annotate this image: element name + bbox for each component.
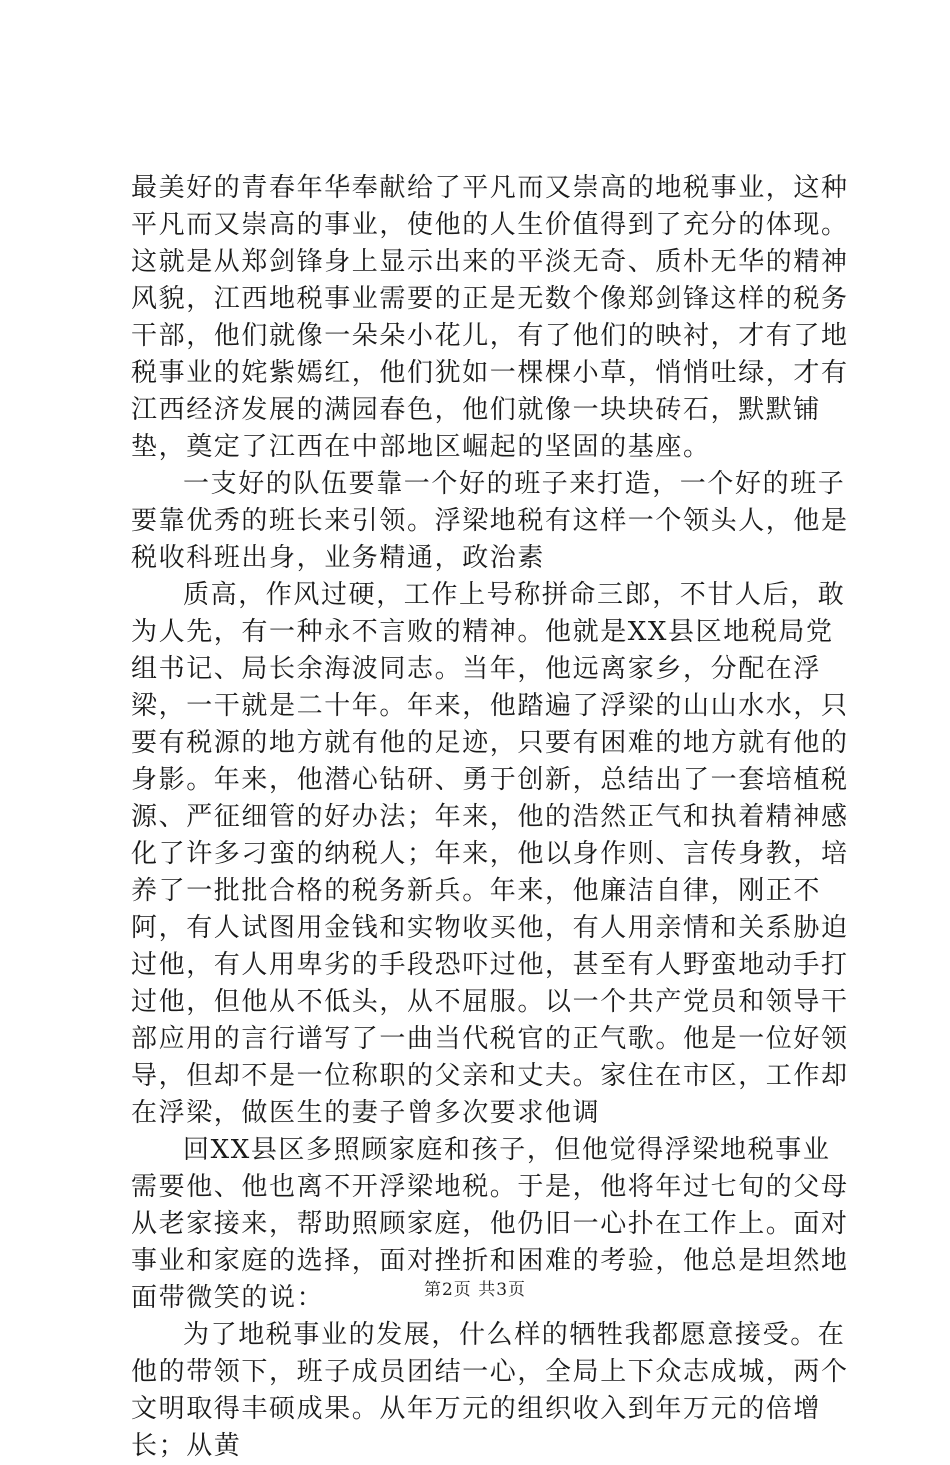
paragraph-5: 为了地税事业的发展，什么样的牺牲我都愿意接受。在他的带领下，班子成员团结一心，全局上下众志成城，两个文明取得丰硕成果。从年万元的组织收入到年万元的倍增长；从黄 xyxy=(131,1320,849,1461)
paragraph-3: 质高，作风过硬，工作上号称拼命三郎，不甘人后，敢为人先，有一种永不言败的精神。他就是XX县区地税局党组书记、局长余海波同志。当年，他远离家乡，分配在浮梁，一干就是二十年。年来，他踏遍了浮梁的山山水水，只要有税源的地方就有他的足迹，只要有困难的地方就有他的身影。年来，他潜心钻研、勇于创新，总结出了一套培植税源、严征细管的好办法；年来，他的浩然正气和执着精神感化了许多刁蛮的纳税人；年来，他以身作则、言传身教，培养了一批批合格的税务新兵。年来，他廉洁自律，刚正不阿，有人试图用金钱和实物收买他，有人用亲情和关系胁迫过他，有人用卑劣的手段恐吓过他，甚至有人野蛮地动手打过他，但他从不低头，从不屈服。以一个共产党员和领导干部应用的言行谱写了一曲当代税官的正气歌。他是一位好领导，但却不是一位称职的父亲和丈夫。家住在市区，工作却在浮梁，做医生的妻子曾多次要求他调 xyxy=(131,580,849,1128)
page-footer: 第2页 共3页 xyxy=(423,1280,527,1300)
paragraph-2: 一支好的队伍要靠一个好的班子来打造，一个好的班子要靠优秀的班长来引领。浮梁地税有这样一个领头人，他是税收科班出身，业务精通，政治素 xyxy=(131,469,849,573)
paragraph-1: 最美好的青春年华奉献给了平凡而又崇高的地税事业，这种平凡而又崇高的事业，使他的人生价值得到了充分的体现。这就是从郑剑锋身上显示出来的平淡无奇、质朴无华的精神风貌，江西地税事业需要的正是无数个像郑剑锋这样的税务干部，他们就像一朵朵小花儿，有了他们的映衬，才有了地税事业的姹紫嫣红，他们犹如一棵棵小草，悄悄吐绿，才有江西经济发展的满园春色，他们就像一块块砖石，默默铺垫，奠定了江西在中部地区崛起的坚固的基座。 xyxy=(131,173,849,462)
paragraph-4: 回XX县区多照顾家庭和孩子，但他觉得浮梁地税事业需要他、他也离不开浮梁地税。于是，他将年过七旬的父母从老家接来，帮助照顾家庭，他仍旧一心扑在工作上。面对事业和家庭的选择，面对挫折和困难的考验，他总是坦然地面带微笑的说： xyxy=(131,1135,849,1313)
body-text xyxy=(131,170,851,1465)
